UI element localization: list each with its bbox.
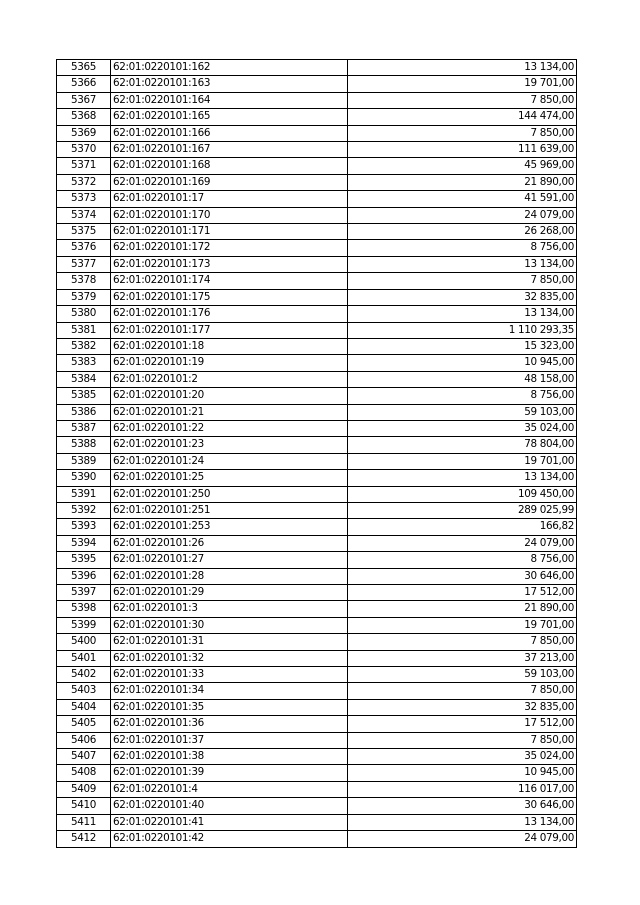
row-number-cell: 5406 xyxy=(57,732,111,748)
value-cell: 7 850,00 xyxy=(348,732,577,748)
row-number-cell: 5397 xyxy=(57,585,111,601)
cadastral-number-cell: 62:01:0220101:36 xyxy=(111,716,348,732)
table-row xyxy=(57,568,577,584)
table-body xyxy=(57,60,577,848)
value-cell: 37 213,00 xyxy=(348,650,577,666)
row-number-cell: 5377 xyxy=(57,256,111,272)
table-row xyxy=(57,617,577,633)
value-cell: 13 134,00 xyxy=(348,306,577,322)
value-cell: 8 756,00 xyxy=(348,388,577,404)
value-cell: 17 512,00 xyxy=(348,585,577,601)
cadastral-number-cell: 62:01:0220101:175 xyxy=(111,289,348,305)
cadastral-number-cell: 62:01:0220101:251 xyxy=(111,502,348,518)
value-cell: 7 850,00 xyxy=(348,92,577,108)
table-row xyxy=(57,732,577,748)
table-row xyxy=(57,224,577,240)
table-row xyxy=(57,749,577,765)
table-row xyxy=(57,437,577,453)
row-number-cell: 5367 xyxy=(57,92,111,108)
row-number-cell: 5366 xyxy=(57,76,111,92)
value-cell: 41 591,00 xyxy=(348,191,577,207)
row-number-cell: 5387 xyxy=(57,420,111,436)
row-number-cell: 5376 xyxy=(57,240,111,256)
row-number-cell: 5392 xyxy=(57,502,111,518)
table-row xyxy=(57,814,577,830)
value-cell: 166,82 xyxy=(348,519,577,535)
row-number-cell: 5375 xyxy=(57,224,111,240)
row-number-cell: 5379 xyxy=(57,289,111,305)
cadastral-number-cell: 62:01:0220101:253 xyxy=(111,519,348,535)
row-number-cell: 5373 xyxy=(57,191,111,207)
cadastral-number-cell: 62:01:0220101:170 xyxy=(111,207,348,223)
value-cell: 109 450,00 xyxy=(348,486,577,502)
cadastral-number-cell: 62:01:0220101:4 xyxy=(111,781,348,797)
table-row xyxy=(57,256,577,272)
table-row xyxy=(57,92,577,108)
value-cell: 24 079,00 xyxy=(348,831,577,847)
table-row xyxy=(57,601,577,617)
cadastral-number-cell: 62:01:0220101:34 xyxy=(111,683,348,699)
row-number-cell: 5396 xyxy=(57,568,111,584)
value-cell: 13 134,00 xyxy=(348,60,577,76)
value-cell: 19 701,00 xyxy=(348,453,577,469)
cadastral-number-cell: 62:01:0220101:27 xyxy=(111,552,348,568)
table-row xyxy=(57,716,577,732)
value-cell: 45 969,00 xyxy=(348,158,577,174)
table-row xyxy=(57,60,577,76)
table-row xyxy=(57,322,577,338)
cadastral-number-cell: 62:01:0220101:25 xyxy=(111,470,348,486)
cadastral-number-cell: 62:01:0220101:20 xyxy=(111,388,348,404)
row-number-cell: 5405 xyxy=(57,716,111,732)
row-number-cell: 5403 xyxy=(57,683,111,699)
value-cell: 15 323,00 xyxy=(348,338,577,354)
cadastral-number-cell: 62:01:0220101:22 xyxy=(111,420,348,436)
cadastral-number-cell: 62:01:0220101:37 xyxy=(111,732,348,748)
table-row xyxy=(57,76,577,92)
cadastral-number-cell: 62:01:0220101:3 xyxy=(111,601,348,617)
table-row xyxy=(57,831,577,847)
value-cell: 7 850,00 xyxy=(348,634,577,650)
row-number-cell: 5383 xyxy=(57,355,111,371)
table-row xyxy=(57,781,577,797)
table-row xyxy=(57,191,577,207)
cadastral-number-cell: 62:01:0220101:41 xyxy=(111,814,348,830)
value-cell: 13 134,00 xyxy=(348,814,577,830)
value-cell: 10 945,00 xyxy=(348,765,577,781)
value-cell: 35 024,00 xyxy=(348,420,577,436)
value-cell: 78 804,00 xyxy=(348,437,577,453)
cadastral-number-cell: 62:01:0220101:42 xyxy=(111,831,348,847)
value-cell: 32 835,00 xyxy=(348,289,577,305)
value-cell: 21 890,00 xyxy=(348,174,577,190)
cadastral-number-cell: 62:01:0220101:30 xyxy=(111,617,348,633)
cadastral-number-cell: 62:01:0220101:28 xyxy=(111,568,348,584)
value-cell: 17 512,00 xyxy=(348,716,577,732)
value-cell: 26 268,00 xyxy=(348,224,577,240)
row-number-cell: 5401 xyxy=(57,650,111,666)
cadastral-number-cell: 62:01:0220101:24 xyxy=(111,453,348,469)
row-number-cell: 5412 xyxy=(57,831,111,847)
value-cell: 30 646,00 xyxy=(348,798,577,814)
cadastral-number-cell: 62:01:0220101:163 xyxy=(111,76,348,92)
value-cell: 30 646,00 xyxy=(348,568,577,584)
cadastral-number-cell: 62:01:0220101:18 xyxy=(111,338,348,354)
cadastral-number-cell: 62:01:0220101:162 xyxy=(111,60,348,76)
table-row xyxy=(57,667,577,683)
row-number-cell: 5381 xyxy=(57,322,111,338)
cadastral-number-cell: 62:01:0220101:166 xyxy=(111,125,348,141)
row-number-cell: 5389 xyxy=(57,453,111,469)
table-row xyxy=(57,207,577,223)
table-row xyxy=(57,174,577,190)
table-row xyxy=(57,142,577,158)
table-row xyxy=(57,404,577,420)
row-number-cell: 5400 xyxy=(57,634,111,650)
table-row xyxy=(57,502,577,518)
row-number-cell: 5382 xyxy=(57,338,111,354)
row-number-cell: 5390 xyxy=(57,470,111,486)
value-cell: 13 134,00 xyxy=(348,470,577,486)
row-number-cell: 5407 xyxy=(57,749,111,765)
row-number-cell: 5395 xyxy=(57,552,111,568)
row-number-cell: 5384 xyxy=(57,371,111,387)
value-cell: 8 756,00 xyxy=(348,240,577,256)
cadastral-number-cell: 62:01:0220101:174 xyxy=(111,273,348,289)
value-cell: 59 103,00 xyxy=(348,404,577,420)
row-number-cell: 5394 xyxy=(57,535,111,551)
table-row xyxy=(57,109,577,125)
value-cell: 21 890,00 xyxy=(348,601,577,617)
data-table xyxy=(56,59,577,848)
value-cell: 8 756,00 xyxy=(348,552,577,568)
row-number-cell: 5365 xyxy=(57,60,111,76)
cadastral-number-cell: 62:01:0220101:38 xyxy=(111,749,348,765)
document-page xyxy=(56,59,577,848)
cadastral-number-cell: 62:01:0220101:164 xyxy=(111,92,348,108)
row-number-cell: 5399 xyxy=(57,617,111,633)
table-row xyxy=(57,585,577,601)
table-row xyxy=(57,634,577,650)
row-number-cell: 5378 xyxy=(57,273,111,289)
row-number-cell: 5410 xyxy=(57,798,111,814)
table-row xyxy=(57,519,577,535)
table-row xyxy=(57,371,577,387)
value-cell: 289 025,99 xyxy=(348,502,577,518)
table-row xyxy=(57,486,577,502)
table-row xyxy=(57,683,577,699)
row-number-cell: 5380 xyxy=(57,306,111,322)
value-cell: 144 474,00 xyxy=(348,109,577,125)
cadastral-number-cell: 62:01:0220101:169 xyxy=(111,174,348,190)
table-row xyxy=(57,240,577,256)
table-row xyxy=(57,338,577,354)
value-cell: 7 850,00 xyxy=(348,125,577,141)
cadastral-number-cell: 62:01:0220101:21 xyxy=(111,404,348,420)
table-row xyxy=(57,158,577,174)
row-number-cell: 5374 xyxy=(57,207,111,223)
table-row xyxy=(57,355,577,371)
value-cell: 116 017,00 xyxy=(348,781,577,797)
cadastral-number-cell: 62:01:0220101:35 xyxy=(111,699,348,715)
table-row xyxy=(57,765,577,781)
value-cell: 59 103,00 xyxy=(348,667,577,683)
cadastral-number-cell: 62:01:0220101:32 xyxy=(111,650,348,666)
cadastral-number-cell: 62:01:0220101:2 xyxy=(111,371,348,387)
table-row xyxy=(57,552,577,568)
row-number-cell: 5393 xyxy=(57,519,111,535)
table-row xyxy=(57,125,577,141)
row-number-cell: 5368 xyxy=(57,109,111,125)
cadastral-number-cell: 62:01:0220101:168 xyxy=(111,158,348,174)
table-row xyxy=(57,388,577,404)
row-number-cell: 5409 xyxy=(57,781,111,797)
value-cell: 10 945,00 xyxy=(348,355,577,371)
cadastral-number-cell: 62:01:0220101:171 xyxy=(111,224,348,240)
row-number-cell: 5411 xyxy=(57,814,111,830)
table-row xyxy=(57,273,577,289)
cadastral-number-cell: 62:01:0220101:177 xyxy=(111,322,348,338)
table-row xyxy=(57,798,577,814)
cadastral-number-cell: 62:01:0220101:172 xyxy=(111,240,348,256)
table-row xyxy=(57,699,577,715)
row-number-cell: 5386 xyxy=(57,404,111,420)
table-row xyxy=(57,470,577,486)
cadastral-number-cell: 62:01:0220101:176 xyxy=(111,306,348,322)
value-cell: 24 079,00 xyxy=(348,207,577,223)
value-cell: 24 079,00 xyxy=(348,535,577,551)
cadastral-number-cell: 62:01:0220101:165 xyxy=(111,109,348,125)
row-number-cell: 5371 xyxy=(57,158,111,174)
cadastral-number-cell: 62:01:0220101:29 xyxy=(111,585,348,601)
table-row xyxy=(57,420,577,436)
row-number-cell: 5370 xyxy=(57,142,111,158)
row-number-cell: 5408 xyxy=(57,765,111,781)
cadastral-number-cell: 62:01:0220101:19 xyxy=(111,355,348,371)
row-number-cell: 5404 xyxy=(57,699,111,715)
cadastral-number-cell: 62:01:0220101:23 xyxy=(111,437,348,453)
cadastral-number-cell: 62:01:0220101:167 xyxy=(111,142,348,158)
cadastral-number-cell: 62:01:0220101:26 xyxy=(111,535,348,551)
cadastral-number-cell: 62:01:0220101:173 xyxy=(111,256,348,272)
value-cell: 35 024,00 xyxy=(348,749,577,765)
row-number-cell: 5388 xyxy=(57,437,111,453)
cadastral-number-cell: 62:01:0220101:39 xyxy=(111,765,348,781)
value-cell: 1 110 293,35 xyxy=(348,322,577,338)
row-number-cell: 5391 xyxy=(57,486,111,502)
value-cell: 19 701,00 xyxy=(348,617,577,633)
row-number-cell: 5398 xyxy=(57,601,111,617)
table-row xyxy=(57,289,577,305)
row-number-cell: 5402 xyxy=(57,667,111,683)
cadastral-number-cell: 62:01:0220101:250 xyxy=(111,486,348,502)
table-row xyxy=(57,650,577,666)
value-cell: 13 134,00 xyxy=(348,256,577,272)
value-cell: 32 835,00 xyxy=(348,699,577,715)
value-cell: 48 158,00 xyxy=(348,371,577,387)
row-number-cell: 5372 xyxy=(57,174,111,190)
row-number-cell: 5369 xyxy=(57,125,111,141)
value-cell: 7 850,00 xyxy=(348,683,577,699)
table-row xyxy=(57,306,577,322)
value-cell: 7 850,00 xyxy=(348,273,577,289)
cadastral-number-cell: 62:01:0220101:31 xyxy=(111,634,348,650)
cadastral-number-cell: 62:01:0220101:40 xyxy=(111,798,348,814)
cadastral-number-cell: 62:01:0220101:17 xyxy=(111,191,348,207)
table-row xyxy=(57,535,577,551)
row-number-cell: 5385 xyxy=(57,388,111,404)
value-cell: 19 701,00 xyxy=(348,76,577,92)
cadastral-number-cell: 62:01:0220101:33 xyxy=(111,667,348,683)
table-row xyxy=(57,453,577,469)
value-cell: 111 639,00 xyxy=(348,142,577,158)
